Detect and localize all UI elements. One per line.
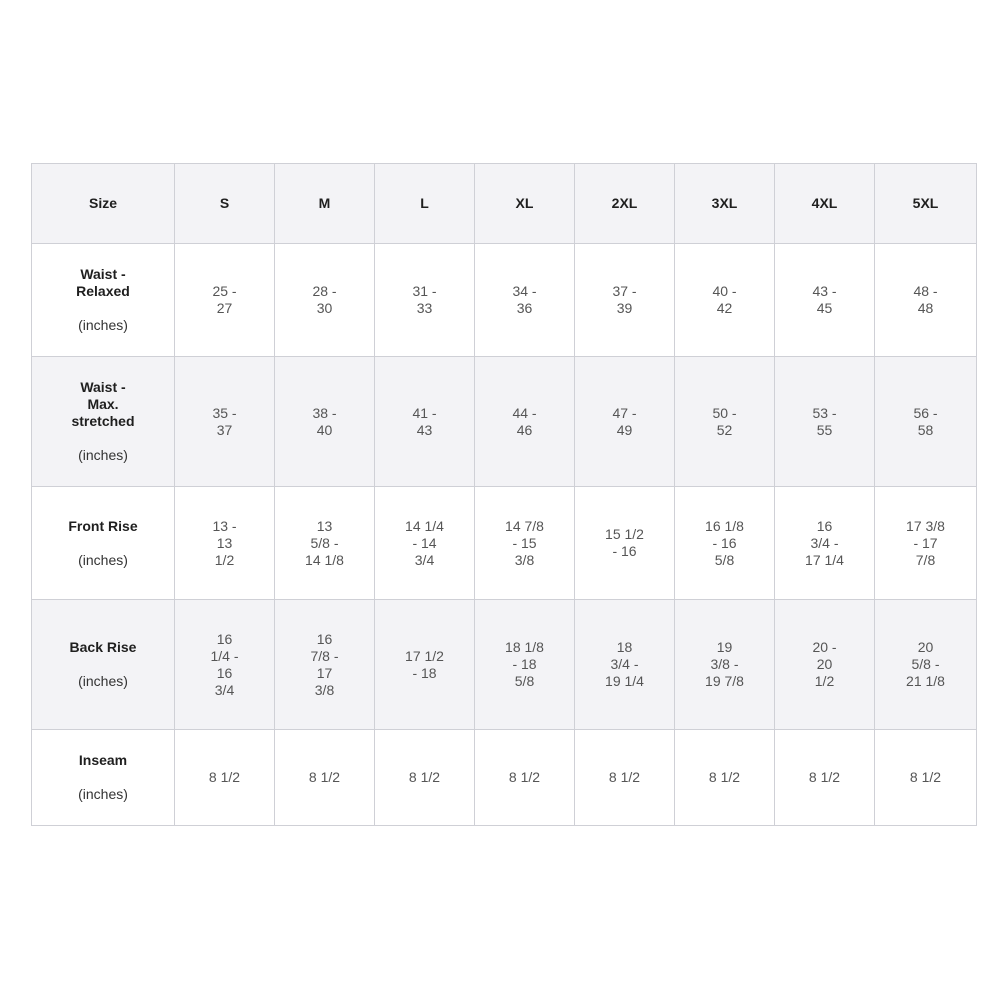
- row-label-text: Inseam: [78, 752, 128, 768]
- table-cell: 8 1/2: [775, 730, 875, 826]
- row-label-unit: (inches): [78, 673, 128, 689]
- table-cell: 17 3/8 - 17 7/8: [875, 487, 977, 600]
- table-cell: 31 - 33: [375, 244, 475, 357]
- table-cell: 16 1/8 - 16 5/8: [675, 487, 775, 600]
- table-cell: 34 - 36: [475, 244, 575, 357]
- row-label-unit: (inches): [78, 447, 128, 463]
- table-cell: 38 - 40: [275, 357, 375, 487]
- header-3xl: 3XL: [675, 164, 775, 244]
- table-cell: 43 - 45: [775, 244, 875, 357]
- table-cell: 8 1/2: [475, 730, 575, 826]
- table-cell: 50 - 52: [675, 357, 775, 487]
- header-xl: XL: [475, 164, 575, 244]
- row-waist-max-stretched: [32, 357, 977, 487]
- row-waist-relaxed: [32, 244, 977, 357]
- table-cell: 19 3/8 - 19 7/8: [675, 600, 775, 730]
- table-cell: 25 - 27: [175, 244, 275, 357]
- table-cell: 41 - 43: [375, 357, 475, 487]
- table-cell: 16 7/8 - 17 3/8: [275, 600, 375, 730]
- table-cell: 8 1/2: [575, 730, 675, 826]
- table-cell: 8 1/2: [675, 730, 775, 826]
- row-inseam: [32, 730, 977, 826]
- table-cell: 35 - 37: [175, 357, 275, 487]
- row-label-text: Waist - Relaxed: [76, 266, 130, 299]
- row-label-unit: (inches): [78, 786, 128, 802]
- table-cell: 14 7/8 - 15 3/8: [475, 487, 575, 600]
- table-cell: 18 1/8 - 18 5/8: [475, 600, 575, 730]
- table-cell: 8 1/2: [175, 730, 275, 826]
- table-cell: 48 - 48: [875, 244, 977, 357]
- table-cell: 16 1/4 - 16 3/4: [175, 600, 275, 730]
- table-cell: 56 - 58: [875, 357, 977, 487]
- row-front-rise: [32, 487, 977, 600]
- table-cell: 20 - 20 1/2: [775, 600, 875, 730]
- table-cell: 8 1/2: [875, 730, 977, 826]
- table-cell: 53 - 55: [775, 357, 875, 487]
- table-cell: 13 - 13 1/2: [175, 487, 275, 600]
- table-cell: 47 - 49: [575, 357, 675, 487]
- table-cell: 44 - 46: [475, 357, 575, 487]
- table-cell: 40 - 42: [675, 244, 775, 357]
- row-label-text: Waist - Max. stretched: [71, 379, 135, 429]
- header-5xl: 5XL: [875, 164, 977, 244]
- table-cell: 18 3/4 - 19 1/4: [575, 600, 675, 730]
- header-size: Size: [32, 164, 175, 244]
- header-l: L: [375, 164, 475, 244]
- header-4xl: 4XL: [775, 164, 875, 244]
- table-cell: 17 1/2 - 18: [375, 600, 475, 730]
- header-m: M: [275, 164, 375, 244]
- row-label-back-rise: [32, 600, 175, 730]
- table-cell: 28 - 30: [275, 244, 375, 357]
- row-label-front-rise: [32, 487, 175, 600]
- row-label-unit: (inches): [78, 317, 128, 333]
- row-label-waist-relaxed: [32, 244, 175, 357]
- header-s: S: [175, 164, 275, 244]
- header-row: [32, 164, 977, 244]
- size-chart-table: [31, 163, 977, 826]
- table-cell: 16 3/4 - 17 1/4: [775, 487, 875, 600]
- table-cell: 8 1/2: [275, 730, 375, 826]
- row-label-inseam: [32, 730, 175, 826]
- row-label-unit: (inches): [78, 551, 128, 568]
- table-cell: 15 1/2 - 16: [575, 487, 675, 600]
- row-label-text: Back Rise: [69, 639, 137, 655]
- table-cell: 8 1/2: [375, 730, 475, 826]
- header-2xl: 2XL: [575, 164, 675, 244]
- table-cell: 14 1/4 - 14 3/4: [375, 487, 475, 600]
- row-back-rise: [32, 600, 977, 730]
- row-label-waist-max-stretched: [32, 357, 175, 487]
- table-cell: 37 - 39: [575, 244, 675, 357]
- table-cell: 20 5/8 - 21 1/8: [875, 600, 977, 730]
- table-cell: 13 5/8 - 14 1/8: [275, 487, 375, 600]
- row-label-text: Front Rise: [68, 517, 138, 534]
